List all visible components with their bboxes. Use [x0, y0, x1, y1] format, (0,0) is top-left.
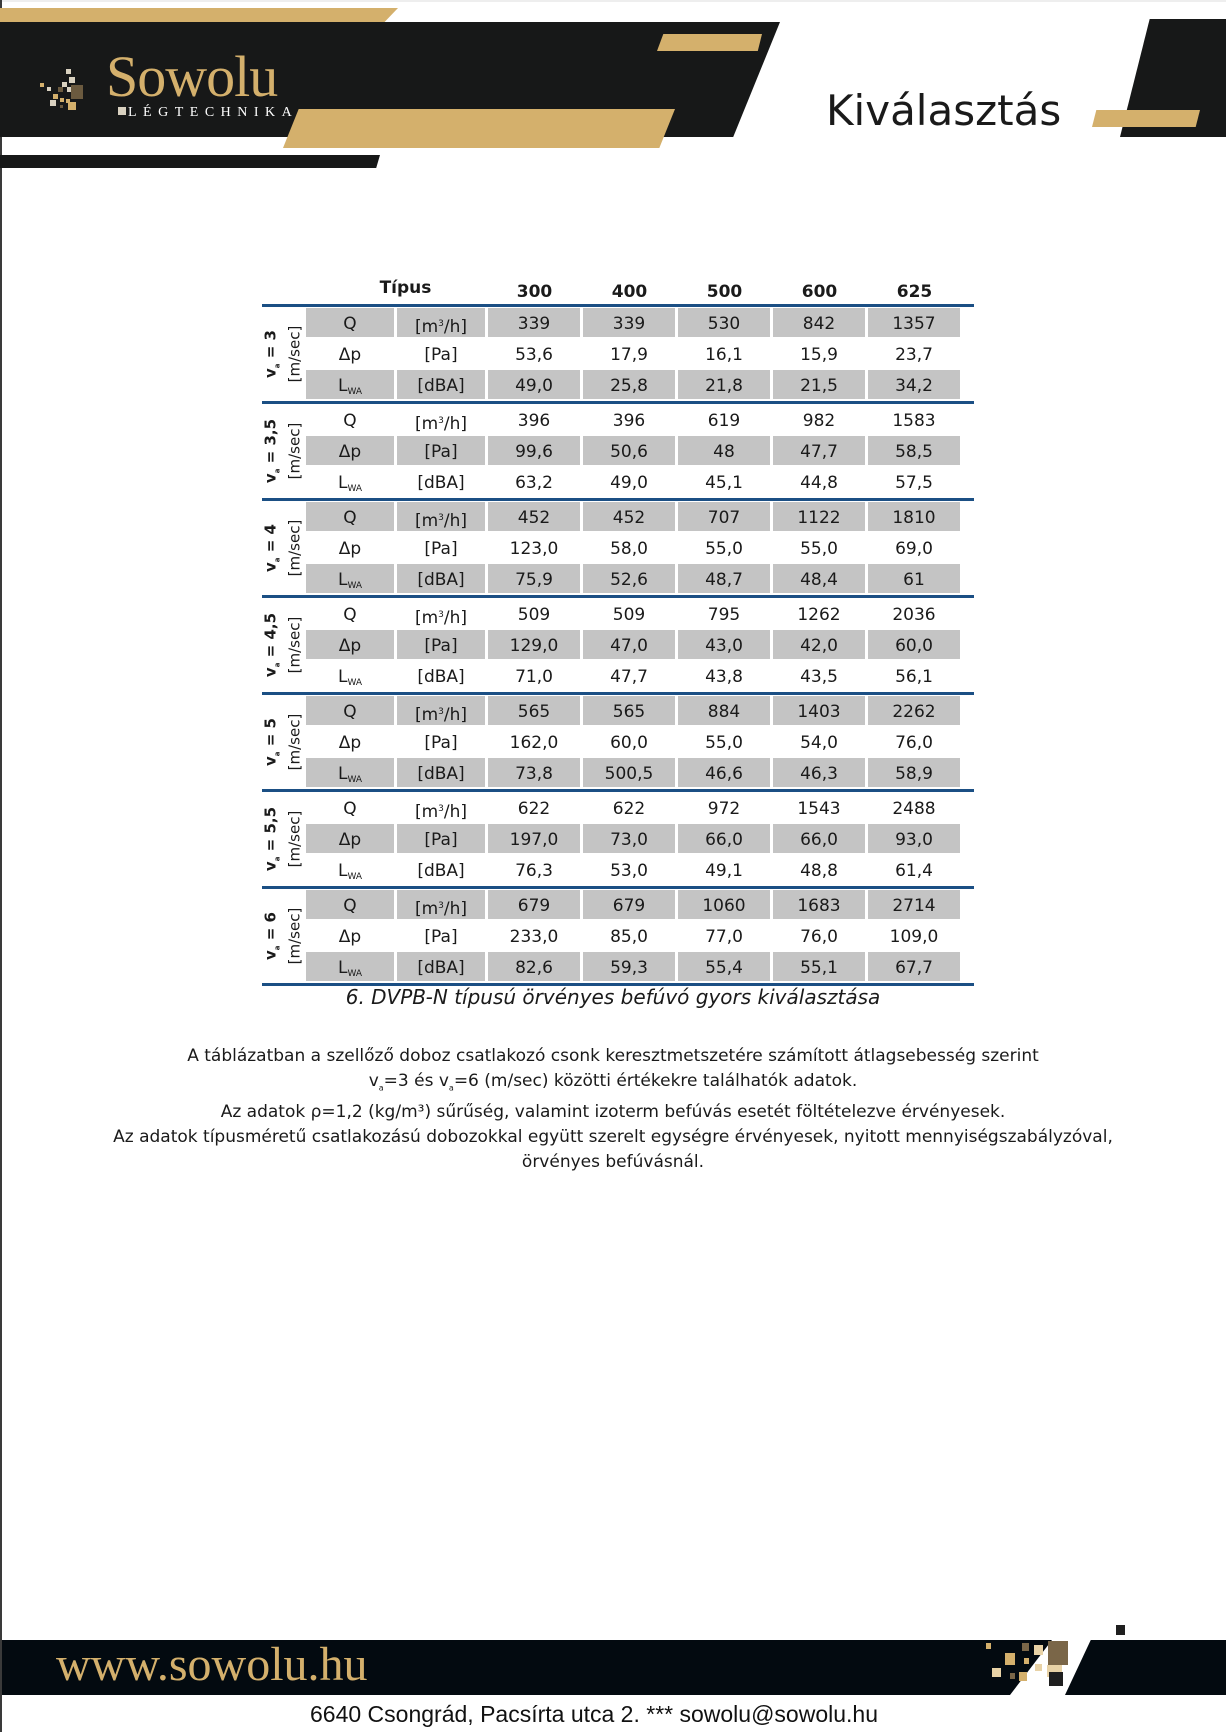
- quantity-symbol: Δp: [338, 733, 362, 753]
- table-row: [306, 695, 974, 725]
- page-top-border: [0, 0, 1226, 2]
- value-cell: 59,3: [583, 952, 675, 981]
- value-cell: 2488: [892, 799, 936, 819]
- value-cell: 55,0: [705, 539, 743, 559]
- quantity-unit: [Pa]: [397, 436, 485, 465]
- value-cell: 99,6: [488, 436, 580, 465]
- value-cell: 49,0: [610, 473, 648, 493]
- table-row: [306, 598, 974, 628]
- quantity-symbol: Δp: [306, 824, 394, 853]
- value-cell: 622: [517, 799, 551, 819]
- value-cell: 17,9: [610, 345, 648, 365]
- quantity-symbol: $L_{WA}$: [337, 667, 363, 688]
- value-cell: 339: [583, 308, 675, 337]
- value-cell: 500,5: [583, 758, 675, 787]
- value-cell: 77,0: [705, 927, 743, 947]
- quantity-symbol: $L_{WA}$: [306, 758, 394, 787]
- table-row: [306, 726, 974, 756]
- header-right-gold-stripe: [1092, 110, 1200, 127]
- value-cell: 66,0: [773, 824, 865, 853]
- value-cell: 93,0: [868, 824, 960, 853]
- value-cell: 45,1: [705, 473, 743, 493]
- quantity-symbol: Δp: [338, 345, 362, 365]
- quantity-unit: $[m^3/h]$: [414, 802, 468, 822]
- value-cell: 85,0: [610, 927, 648, 947]
- quantity-symbol: Q: [343, 605, 357, 625]
- quantity-unit: $[m^3/h]$: [397, 696, 485, 725]
- quantity-unit: $[m^3/h]$: [414, 608, 468, 628]
- table-row: [306, 307, 974, 337]
- table-row: [306, 920, 974, 950]
- logo-wordmark: Sowolu: [106, 44, 278, 109]
- velocity-unit: [m/sec]: [285, 519, 304, 577]
- value-cell: 60,0: [610, 733, 648, 753]
- value-cell: 73,0: [583, 824, 675, 853]
- value-cell: 707: [678, 502, 770, 531]
- note-line: $v_a=3$ és $v_a=6$ (m/sec) közötti értékekre találhatók adatok.: [368, 1071, 858, 1093]
- value-cell: 530: [678, 308, 770, 337]
- value-cell: 63,2: [515, 473, 553, 493]
- quantity-unit: $[m^3/h]$: [397, 308, 485, 337]
- value-cell: 21,8: [678, 370, 770, 399]
- quantity-unit: [Pa]: [424, 733, 458, 753]
- value-cell: 619: [707, 411, 741, 431]
- value-cell: 58,5: [868, 436, 960, 465]
- value-cell: 76,3: [515, 861, 553, 881]
- velocity-value: $v_a = 3,5$: [261, 418, 282, 484]
- velocity-group: [262, 595, 974, 692]
- value-cell: 48,7: [678, 564, 770, 593]
- value-cell: 76,0: [895, 733, 933, 753]
- quantity-symbol: Δp: [338, 927, 362, 947]
- table-row: [306, 792, 974, 822]
- value-cell: 452: [583, 502, 675, 531]
- table-row: [306, 629, 974, 659]
- value-cell: 53,0: [610, 861, 648, 881]
- value-cell: 339: [488, 308, 580, 337]
- velocity-label: [262, 501, 304, 595]
- value-cell: 48,4: [773, 564, 865, 593]
- value-cell: 49,0: [488, 370, 580, 399]
- quantity-symbol: Q: [306, 890, 394, 919]
- quantity-symbol: Q: [306, 308, 394, 337]
- footer-address: 6640 Csongrád, Pacsírta utca 2. *** sowolu@sowolu.hu: [310, 1701, 879, 1727]
- value-cell: 884: [678, 696, 770, 725]
- velocity-value: $v_a = 5,5$: [261, 806, 282, 872]
- quantity-unit: [dBA]: [397, 758, 485, 787]
- value-cell: 55,0: [705, 733, 743, 753]
- column-header: 400: [611, 282, 648, 302]
- value-cell: 1357: [868, 308, 960, 337]
- velocity-label: [262, 792, 304, 886]
- column-header: 300: [516, 282, 553, 302]
- velocity-group: [262, 789, 974, 886]
- value-cell: 46,3: [773, 758, 865, 787]
- header-black-stripe-bottom: [0, 155, 380, 168]
- value-cell: 60,0: [868, 630, 960, 659]
- value-cell: 1122: [773, 502, 865, 531]
- quantity-symbol: Δp: [338, 539, 362, 559]
- quantity-unit: [Pa]: [424, 539, 458, 559]
- value-cell: 509: [517, 605, 551, 625]
- value-cell: 25,8: [583, 370, 675, 399]
- value-cell: 129,0: [488, 630, 580, 659]
- value-cell: 58,9: [868, 758, 960, 787]
- value-cell: 123,0: [509, 539, 559, 559]
- note-line: örvényes befúvásnál.: [521, 1152, 705, 1173]
- value-cell: 1810: [868, 502, 960, 531]
- velocity-group: [262, 498, 974, 595]
- quantity-symbol: Q: [343, 411, 357, 431]
- velocity-unit: [m/sec]: [285, 810, 304, 868]
- table-row: [306, 369, 974, 399]
- value-cell: 53,6: [515, 345, 553, 365]
- value-cell: 15,9: [800, 345, 838, 365]
- value-cell: 34,2: [868, 370, 960, 399]
- value-cell: 509: [612, 605, 646, 625]
- footer-black-band-right: [1065, 1640, 1226, 1695]
- value-cell: 61: [868, 564, 960, 593]
- velocity-label: [262, 307, 304, 401]
- value-cell: 162,0: [509, 733, 559, 753]
- value-cell: 565: [583, 696, 675, 725]
- value-cell: 197,0: [488, 824, 580, 853]
- table-row: [306, 854, 974, 884]
- type-header: Típus: [379, 278, 432, 298]
- value-cell: 46,6: [678, 758, 770, 787]
- quantity-unit: $[m^3/h]$: [414, 414, 468, 434]
- note-line: Az adatok ρ=1,2 (kg/m³) sűrűség, valamint izoterm befúvás esetét föltételezve érvényesek.: [220, 1102, 1006, 1123]
- value-cell: 82,6: [488, 952, 580, 981]
- table-row: [306, 466, 974, 496]
- selection-table: [262, 276, 974, 986]
- note-line: Az adatok típusméretű csatlakozású dobozokkal együtt szerelt egységre érvényesek, nyitott mennyiségszabályzóval,: [113, 1127, 1113, 1148]
- table-header-row: [262, 276, 974, 304]
- footer-website-link[interactable]: www.sowolu.hu: [56, 1638, 368, 1691]
- header-gold-stripe-right: [657, 34, 762, 51]
- velocity-value: $v_a = 4,5$: [261, 612, 282, 678]
- quantity-symbol: Q: [343, 799, 357, 819]
- note-line: A táblázatban a szellőző doboz csatlakozó csonk keresztmetszetére számított átlagsebesség szerint: [187, 1046, 1039, 1066]
- table-caption: 6. DVPB-N típusú örvényes befúvó gyors kiválasztása: [345, 985, 881, 1009]
- value-cell: 48: [678, 436, 770, 465]
- value-cell: 55,1: [773, 952, 865, 981]
- value-cell: 982: [802, 411, 836, 431]
- velocity-value: $v_a = 4$: [261, 524, 282, 572]
- table-row: [306, 757, 974, 787]
- quantity-symbol: $L_{WA}$: [306, 564, 394, 593]
- value-cell: 452: [488, 502, 580, 531]
- table-row: [306, 889, 974, 919]
- value-cell: 109,0: [889, 927, 939, 947]
- table-row: [306, 435, 974, 465]
- velocity-label: [262, 598, 304, 692]
- value-cell: 67,7: [868, 952, 960, 981]
- value-cell: 49,1: [705, 861, 743, 881]
- table-row: [306, 338, 974, 368]
- value-cell: 795: [707, 605, 741, 625]
- value-cell: 23,7: [895, 345, 933, 365]
- value-cell: 76,0: [800, 927, 838, 947]
- value-cell: 2262: [868, 696, 960, 725]
- value-cell: 1583: [892, 411, 936, 431]
- value-cell: 842: [773, 308, 865, 337]
- value-cell: 57,5: [895, 473, 933, 493]
- quantity-symbol: $L_{WA}$: [337, 861, 363, 882]
- value-cell: 42,0: [773, 630, 865, 659]
- value-cell: 1060: [678, 890, 770, 919]
- value-cell: 679: [488, 890, 580, 919]
- column-header: 625: [896, 282, 933, 302]
- quantity-unit: [Pa]: [397, 824, 485, 853]
- velocity-group: [262, 304, 974, 401]
- value-cell: 396: [517, 411, 551, 431]
- table-row: [306, 951, 974, 981]
- quantity-symbol: $L_{WA}$: [337, 473, 363, 494]
- quantity-symbol: $L_{WA}$: [306, 370, 394, 399]
- value-cell: 1683: [773, 890, 865, 919]
- velocity-label: [262, 889, 304, 983]
- value-cell: 54,0: [800, 733, 838, 753]
- value-cell: 71,0: [515, 667, 553, 687]
- value-cell: 1262: [797, 605, 841, 625]
- velocity-group: [262, 401, 974, 498]
- velocity-label: [262, 404, 304, 498]
- value-cell: 52,6: [583, 564, 675, 593]
- velocity-unit: [m/sec]: [285, 907, 304, 965]
- value-cell: 396: [612, 411, 646, 431]
- table-row: [306, 532, 974, 562]
- value-cell: 1543: [797, 799, 841, 819]
- value-cell: 55,4: [678, 952, 770, 981]
- value-cell: 47,7: [773, 436, 865, 465]
- quantity-unit: [dBA]: [417, 861, 465, 881]
- value-cell: 16,1: [705, 345, 743, 365]
- quantity-unit: [dBA]: [397, 370, 485, 399]
- velocity-unit: [m/sec]: [285, 325, 304, 383]
- quantity-unit: [dBA]: [397, 564, 485, 593]
- value-cell: 1403: [773, 696, 865, 725]
- value-cell: 61,4: [895, 861, 933, 881]
- velocity-unit: [m/sec]: [285, 713, 304, 771]
- header-gold-stripe-middle: [283, 109, 675, 148]
- value-cell: 44,8: [800, 473, 838, 493]
- value-cell: 622: [612, 799, 646, 819]
- value-cell: 75,9: [488, 564, 580, 593]
- velocity-group: [262, 886, 974, 986]
- quantity-symbol: Δp: [306, 436, 394, 465]
- velocity-label: [262, 695, 304, 789]
- value-cell: 2714: [868, 890, 960, 919]
- notes-paragraph: [60, 1044, 1166, 1175]
- value-cell: 58,0: [610, 539, 648, 559]
- velocity-value: $v_a = 6$: [261, 912, 282, 960]
- page-left-border: [0, 0, 2, 1732]
- velocity-group: [262, 692, 974, 789]
- quantity-symbol: Q: [306, 696, 394, 725]
- quantity-unit: [Pa]: [397, 630, 485, 659]
- page-title: Kiválasztás: [826, 86, 1062, 136]
- value-cell: 50,6: [583, 436, 675, 465]
- quantity-unit: [dBA]: [417, 473, 465, 493]
- column-header: 500: [706, 282, 743, 302]
- value-cell: 56,1: [895, 667, 933, 687]
- value-cell: 2036: [892, 605, 936, 625]
- value-cell: 43,8: [705, 667, 743, 687]
- value-cell: 47,0: [583, 630, 675, 659]
- value-cell: 73,8: [488, 758, 580, 787]
- quantity-symbol: $L_{WA}$: [306, 952, 394, 981]
- quantity-symbol: Q: [306, 502, 394, 531]
- value-cell: 47,7: [610, 667, 648, 687]
- quantity-unit: [dBA]: [397, 952, 485, 981]
- table-row: [306, 404, 974, 434]
- value-cell: 233,0: [509, 927, 559, 947]
- logo-subtitle: LÉGTECHNIKA: [118, 106, 298, 120]
- table-row: [306, 501, 974, 531]
- value-cell: 972: [707, 799, 741, 819]
- value-cell: 69,0: [895, 539, 933, 559]
- table-row: [306, 823, 974, 853]
- quantity-unit: [Pa]: [424, 345, 458, 365]
- value-cell: 565: [488, 696, 580, 725]
- table-row: [306, 660, 974, 690]
- value-cell: 48,8: [800, 861, 838, 881]
- quantity-unit: [Pa]: [424, 927, 458, 947]
- quantity-symbol: Δp: [306, 630, 394, 659]
- sowolu-logo: [40, 44, 320, 122]
- value-cell: 679: [583, 890, 675, 919]
- value-cell: 43,5: [800, 667, 838, 687]
- table-row: [306, 563, 974, 593]
- value-cell: 66,0: [678, 824, 770, 853]
- quantity-unit: [dBA]: [417, 667, 465, 687]
- velocity-unit: [m/sec]: [285, 422, 304, 480]
- value-cell: 21,5: [773, 370, 865, 399]
- velocity-unit: [m/sec]: [285, 616, 304, 674]
- value-cell: 43,0: [678, 630, 770, 659]
- quantity-unit: $[m^3/h]$: [397, 890, 485, 919]
- quantity-unit: $[m^3/h]$: [397, 502, 485, 531]
- value-cell: 55,0: [800, 539, 838, 559]
- column-header: 600: [801, 282, 838, 302]
- velocity-value: $v_a = 3$: [261, 330, 282, 378]
- velocity-value: $v_a = 5$: [261, 718, 282, 766]
